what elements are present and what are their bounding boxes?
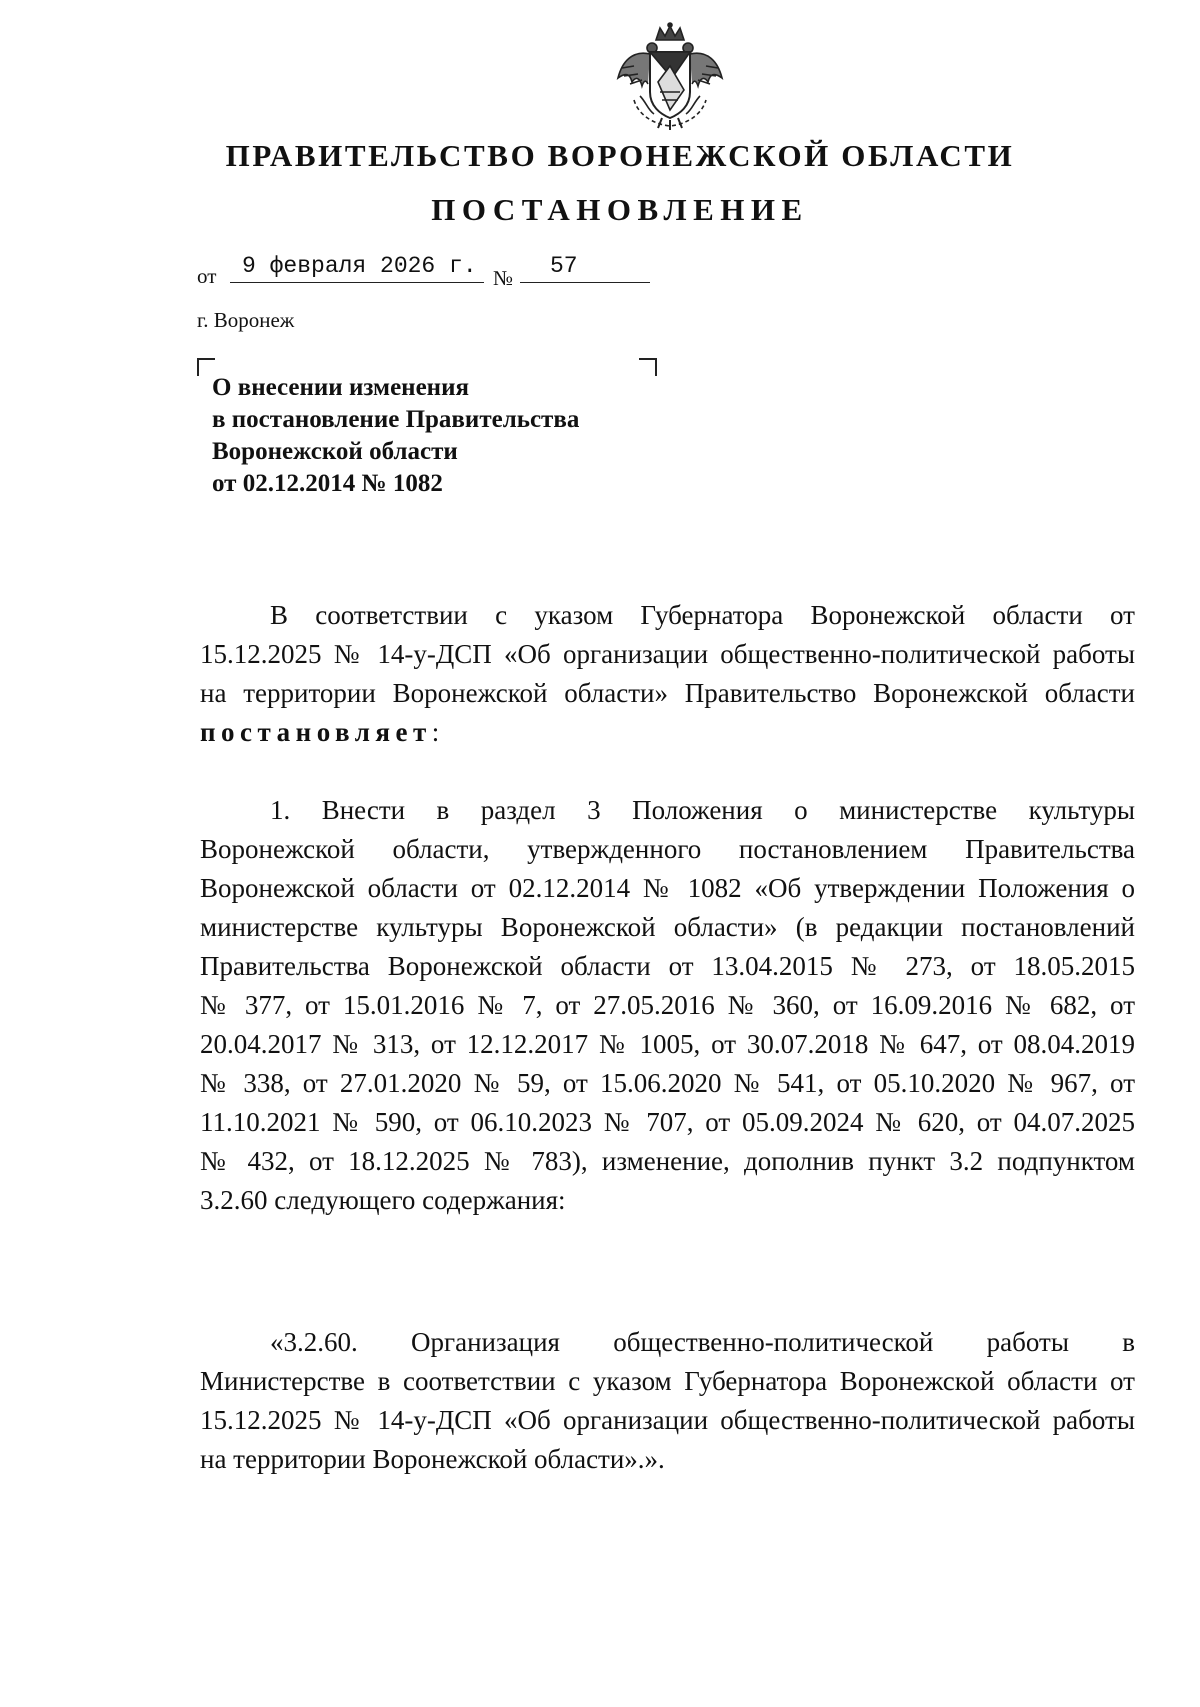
item-1-line: 11.10.2021 № 590, от 06.10.2023 № 707, от 05.09.2024 № 620, от 04.07.2025: [200, 1107, 1135, 1137]
date-underline: [230, 282, 484, 283]
quote-line: 15.12.2025 № 14-у-ДСП «Об организации общественно-политической работы: [200, 1405, 1135, 1435]
item-1-line: Воронежской области, утвержденного постановлением Правительства: [200, 834, 1135, 864]
quote-line: на территории Воронежской области».».: [200, 1444, 665, 1474]
resolves-colon: :: [431, 717, 440, 747]
item-1-line: 1. Внести в раздел 3 Положения о министерстве культуры: [270, 795, 1135, 825]
subject-line: в постановление Правительства: [212, 406, 580, 433]
item-1-line: № 432, от 18.12.2025 № 783), изменение, дополнив пункт 3.2 подпунктом: [200, 1146, 1135, 1176]
subject-line: О внесении изменения: [212, 374, 470, 401]
preamble-line: на территории Воронежской области» Правительство Воронежской области: [200, 678, 1135, 708]
resolves-word: постановляет: [200, 717, 432, 747]
quote-paragraph: [200, 1323, 1135, 1479]
document-type-title: ПОСТАНОВЛЕНИЕ: [431, 192, 809, 227]
item-1-line: 20.04.2017 № 313, от 12.12.2017 № 1005, от 30.07.2018 № 647, от 08.04.2019: [200, 1029, 1135, 1059]
quote-line: Министерстве в соответствии с указом Губернатора Воронежской области от: [200, 1366, 1135, 1396]
organization-title: ПРАВИТЕЛЬСТВО ВОРОНЕЖСКОЙ ОБЛАСТИ: [225, 138, 1015, 173]
document-subject: [212, 372, 579, 500]
date-value: 9 февраля 2026 г.: [242, 253, 477, 279]
number-underline: [520, 282, 650, 283]
number-value: 57: [550, 253, 578, 279]
subject-corner-top-right: [639, 358, 657, 376]
item-1-line: Правительства Воронежской области от 13.04.2015 № 273, от 18.05.2015: [200, 951, 1135, 981]
item-1-line: № 377, от 15.01.2016 № 7, от 27.05.2016 № 360, от 16.09.2016 № 682, от: [200, 990, 1135, 1020]
city-label: г. Воронеж: [197, 308, 295, 332]
date-prefix: от: [197, 264, 217, 288]
preamble-line: В соответствии с указом Губернатора Воронежской области от: [270, 600, 1135, 630]
item-1-line: № 338, от 27.01.2020 № 59, от 15.06.2020 № 541, от 05.10.2020 № 967, от: [200, 1068, 1135, 1098]
preamble-paragraph: [200, 596, 1135, 752]
coat-of-arms-icon: [612, 22, 728, 132]
subject-line: Воронежской области: [212, 438, 458, 465]
item-1-line: Воронежской области от 02.12.2014 № 1082 «Об утверждении Положения о: [200, 873, 1135, 903]
item-1-paragraph: [200, 791, 1135, 1220]
resolves-line: [200, 713, 1135, 752]
item-1-line: 3.2.60 следующего содержания:: [200, 1185, 566, 1215]
subject-line: от 02.12.2014 № 1082: [212, 470, 443, 497]
preamble-line: 15.12.2025 № 14-у-ДСП «Об организации общественно-политической работы: [200, 639, 1135, 669]
number-prefix: №: [493, 266, 514, 290]
item-1-line: министерстве культуры Воронежской области» (в редакции постановлений: [200, 912, 1135, 942]
quote-line: «3.2.60. Организация общественно-политической работы в: [270, 1327, 1135, 1357]
